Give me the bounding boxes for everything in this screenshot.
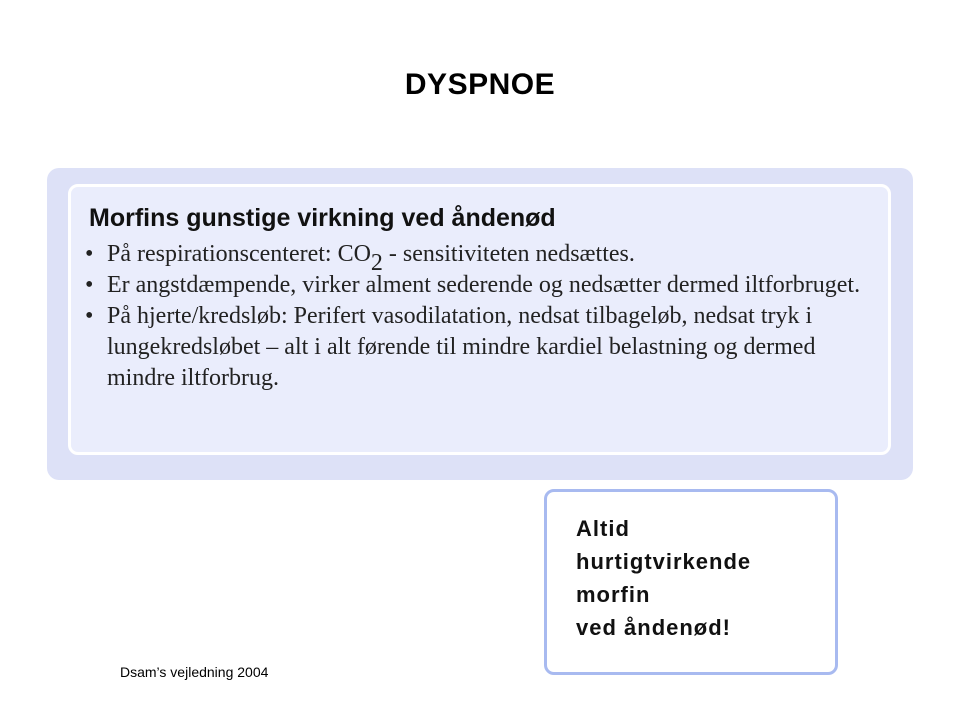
info-card bbox=[68, 184, 891, 455]
bullet-item bbox=[85, 270, 875, 301]
callout-box bbox=[544, 489, 838, 675]
bullet-list bbox=[85, 239, 875, 394]
callout-text bbox=[576, 512, 751, 644]
source-note: Dsam’s vejledning 2004 bbox=[120, 664, 269, 680]
bullet-item bbox=[85, 301, 875, 394]
bullet-dot: • bbox=[85, 241, 94, 267]
bullet-text: Er angstdæmpende, virker alment sederende og nedsætter dermed iltforbruget. bbox=[107, 272, 861, 298]
callout-line: Altid bbox=[576, 516, 630, 541]
bullet-text: På respirationscenteret: CO bbox=[107, 241, 371, 267]
info-panel bbox=[47, 168, 913, 480]
bullet-text-continued: - sensitiviteten nedsættes. bbox=[382, 241, 635, 267]
callout-line: hurtigtvirkende bbox=[576, 549, 752, 574]
callout-line: morfin bbox=[576, 582, 651, 607]
subscript-2: 2 bbox=[370, 250, 383, 276]
callout-line: ved åndenød! bbox=[576, 615, 732, 640]
slide-title: DYSPNOE bbox=[404, 68, 556, 101]
bullet-dot: • bbox=[85, 303, 94, 329]
bullet-text: På hjerte/kredsløb: Perifert vasodilatation, nedsat tilbageløb, nedsat tryk i lungekredsløbet – alt i alt førende til mindre kardiel belastning og dermed mindre iltforbrug. bbox=[107, 303, 816, 391]
bullet-dot: • bbox=[85, 272, 94, 298]
info-heading: Morfins gunstige virkning ved åndenød bbox=[89, 204, 556, 232]
bullet-item bbox=[85, 239, 875, 276]
